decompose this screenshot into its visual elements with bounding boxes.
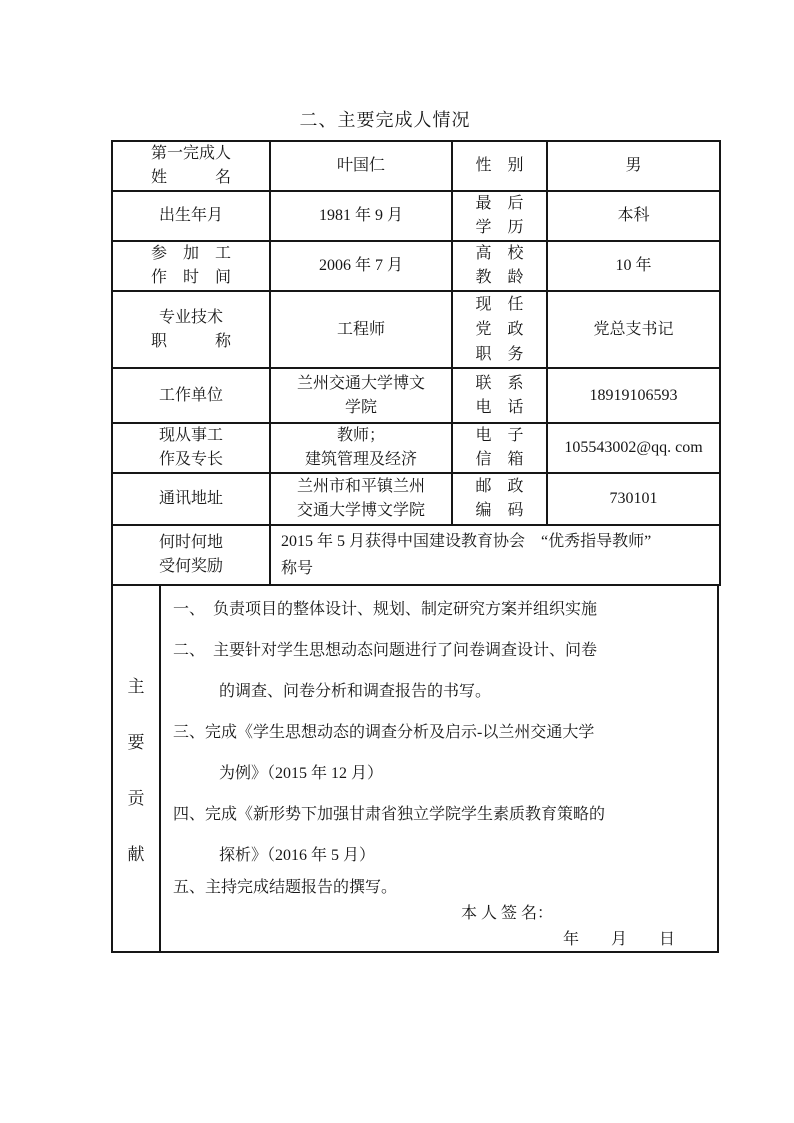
value-line: 18919106593: [589, 386, 678, 404]
completer-info-table: [111, 140, 719, 953]
contribution-item-1: 一、 负责项目的整体设计、规划、制定研究方案并组织实施: [173, 601, 598, 618]
label-line: 出生年月: [158, 207, 223, 224]
postal-code-label: [452, 473, 547, 525]
gender-value: [547, 141, 720, 191]
contribution-item-4: 四、完成《新形势下加强甘肃省独立学院学生素质教育策略的: [173, 806, 606, 823]
contribution-item-2: 二、 主要针对学生思想动态问题进行了问卷调查设计、问卷: [173, 642, 598, 659]
value-line: 叶国仁: [336, 157, 385, 174]
name-value: [270, 141, 452, 191]
label-line: 电 子: [475, 427, 524, 444]
label-line: 第一完成人: [150, 145, 231, 162]
value-line: 本科: [617, 207, 650, 224]
education-label: [452, 191, 547, 241]
label-line: 职 务: [475, 346, 524, 363]
value-line: 2006 年 7 月: [318, 257, 403, 274]
contribution-item-5: 五、主持完成结题报告的撰写。: [173, 879, 398, 896]
label-line: 工作单位: [158, 386, 223, 404]
label-line: 姓 名: [150, 169, 231, 186]
value-line: 工程师: [336, 320, 385, 338]
table-row: [112, 191, 720, 241]
label-line: 作及专长: [158, 451, 223, 468]
value-line: 1981 年 9 月: [318, 207, 403, 224]
phone-label: [452, 368, 547, 423]
label-line: 最 后: [475, 195, 524, 212]
party-position-label: [452, 291, 547, 368]
table-row: [112, 473, 720, 525]
value-line: 建筑管理及经济: [304, 451, 417, 468]
party-position-value: [547, 291, 720, 368]
label-line: 职 称: [150, 332, 231, 350]
teaching-years-value: [547, 241, 720, 291]
value-line: 兰州市和平镇兰州: [296, 478, 425, 495]
education-value: [547, 191, 720, 241]
label-line: 联 系: [475, 374, 524, 392]
current-work-label: [112, 423, 270, 473]
page-title: 二、主要完成人情况: [299, 110, 471, 130]
label-line: 邮 政: [475, 478, 524, 495]
value-line: 党总支书记: [593, 320, 674, 338]
value-line: 730101: [609, 490, 658, 507]
label-line: 学 历: [475, 219, 524, 236]
contribution-item-3-cont: 为例》（2015 年 12 月）: [219, 765, 384, 782]
professional-title-value: [270, 291, 452, 368]
value-line: 105543002@qq. com: [564, 439, 703, 456]
phone-value: [547, 368, 720, 423]
contribution-item-3: 三、完成《学生思想动态的调查分析及启示-以兰州交通大学: [173, 724, 595, 741]
main-contributions-label: [113, 586, 161, 951]
work-start-label: [112, 241, 270, 291]
label-char: 献: [127, 845, 145, 864]
label-line: 何时何地: [158, 534, 223, 551]
value-line: 称号: [281, 560, 314, 577]
table-row: [112, 241, 720, 291]
table-row: [112, 423, 720, 473]
employer-label: [112, 368, 270, 423]
value-line: 2015 年 5 月获得中国建设教育协会 “优秀指导教师”: [281, 533, 652, 550]
award-label: [112, 525, 270, 585]
label-line: 教 龄: [475, 269, 524, 286]
signature-line: 本 人 签 名：: [460, 905, 553, 922]
label-line: 编 码: [475, 502, 524, 519]
label-line: 高 校: [475, 245, 524, 262]
label-line: 专业技术: [158, 308, 223, 326]
birth-date-label: [112, 191, 270, 241]
current-work-value: [270, 423, 452, 473]
value-line: 学院: [344, 398, 377, 416]
address-value: [270, 473, 452, 525]
label-line: 现从事工: [158, 427, 223, 444]
work-start-value: [270, 241, 452, 291]
value-line: 10 年: [615, 257, 652, 274]
teaching-years-label: [452, 241, 547, 291]
email-value: [547, 423, 720, 473]
label-line: 参 加 工: [150, 245, 231, 262]
table-row: [112, 291, 720, 368]
value-line: 兰州交通大学博文: [296, 374, 425, 392]
professional-title-label: [112, 291, 270, 368]
label-line: 现 任: [475, 296, 524, 313]
label-line: 作 时 间: [150, 269, 231, 286]
contribution-item-4-cont: 探析》（2016 年 5 月）: [219, 847, 376, 864]
label-line: 信 箱: [475, 451, 524, 468]
table-row: [112, 368, 720, 423]
value-line: 交通大学博文学院: [296, 502, 425, 519]
contribution-item-2-cont: 的调查、问卷分析和调查报告的书写。: [219, 683, 492, 700]
award-value: [270, 525, 720, 585]
gender-label: [452, 141, 547, 191]
name-label: [112, 141, 270, 191]
label-line: 党 政: [475, 321, 524, 338]
email-label: [452, 423, 547, 473]
postal-code-value: [547, 473, 720, 525]
table-row: [112, 141, 720, 191]
value-line: 男: [625, 157, 642, 174]
main-contributions-row: [111, 586, 719, 953]
date-line: 年 月 日: [562, 931, 675, 948]
address-label: [112, 473, 270, 525]
label-line: 受何奖励: [158, 558, 223, 575]
table-row: [112, 525, 720, 585]
birth-date-value: [270, 191, 452, 241]
label-line: 通讯地址: [158, 490, 223, 507]
label-line: 性 别: [475, 157, 524, 174]
main-contributions-content: [161, 586, 717, 951]
label-char: 贡: [127, 789, 145, 808]
employer-value: [270, 368, 452, 423]
value-line: 教师；: [336, 427, 385, 444]
label-char: 要: [127, 733, 145, 752]
label-char: 主: [127, 677, 145, 696]
label-line: 电 话: [475, 398, 524, 416]
